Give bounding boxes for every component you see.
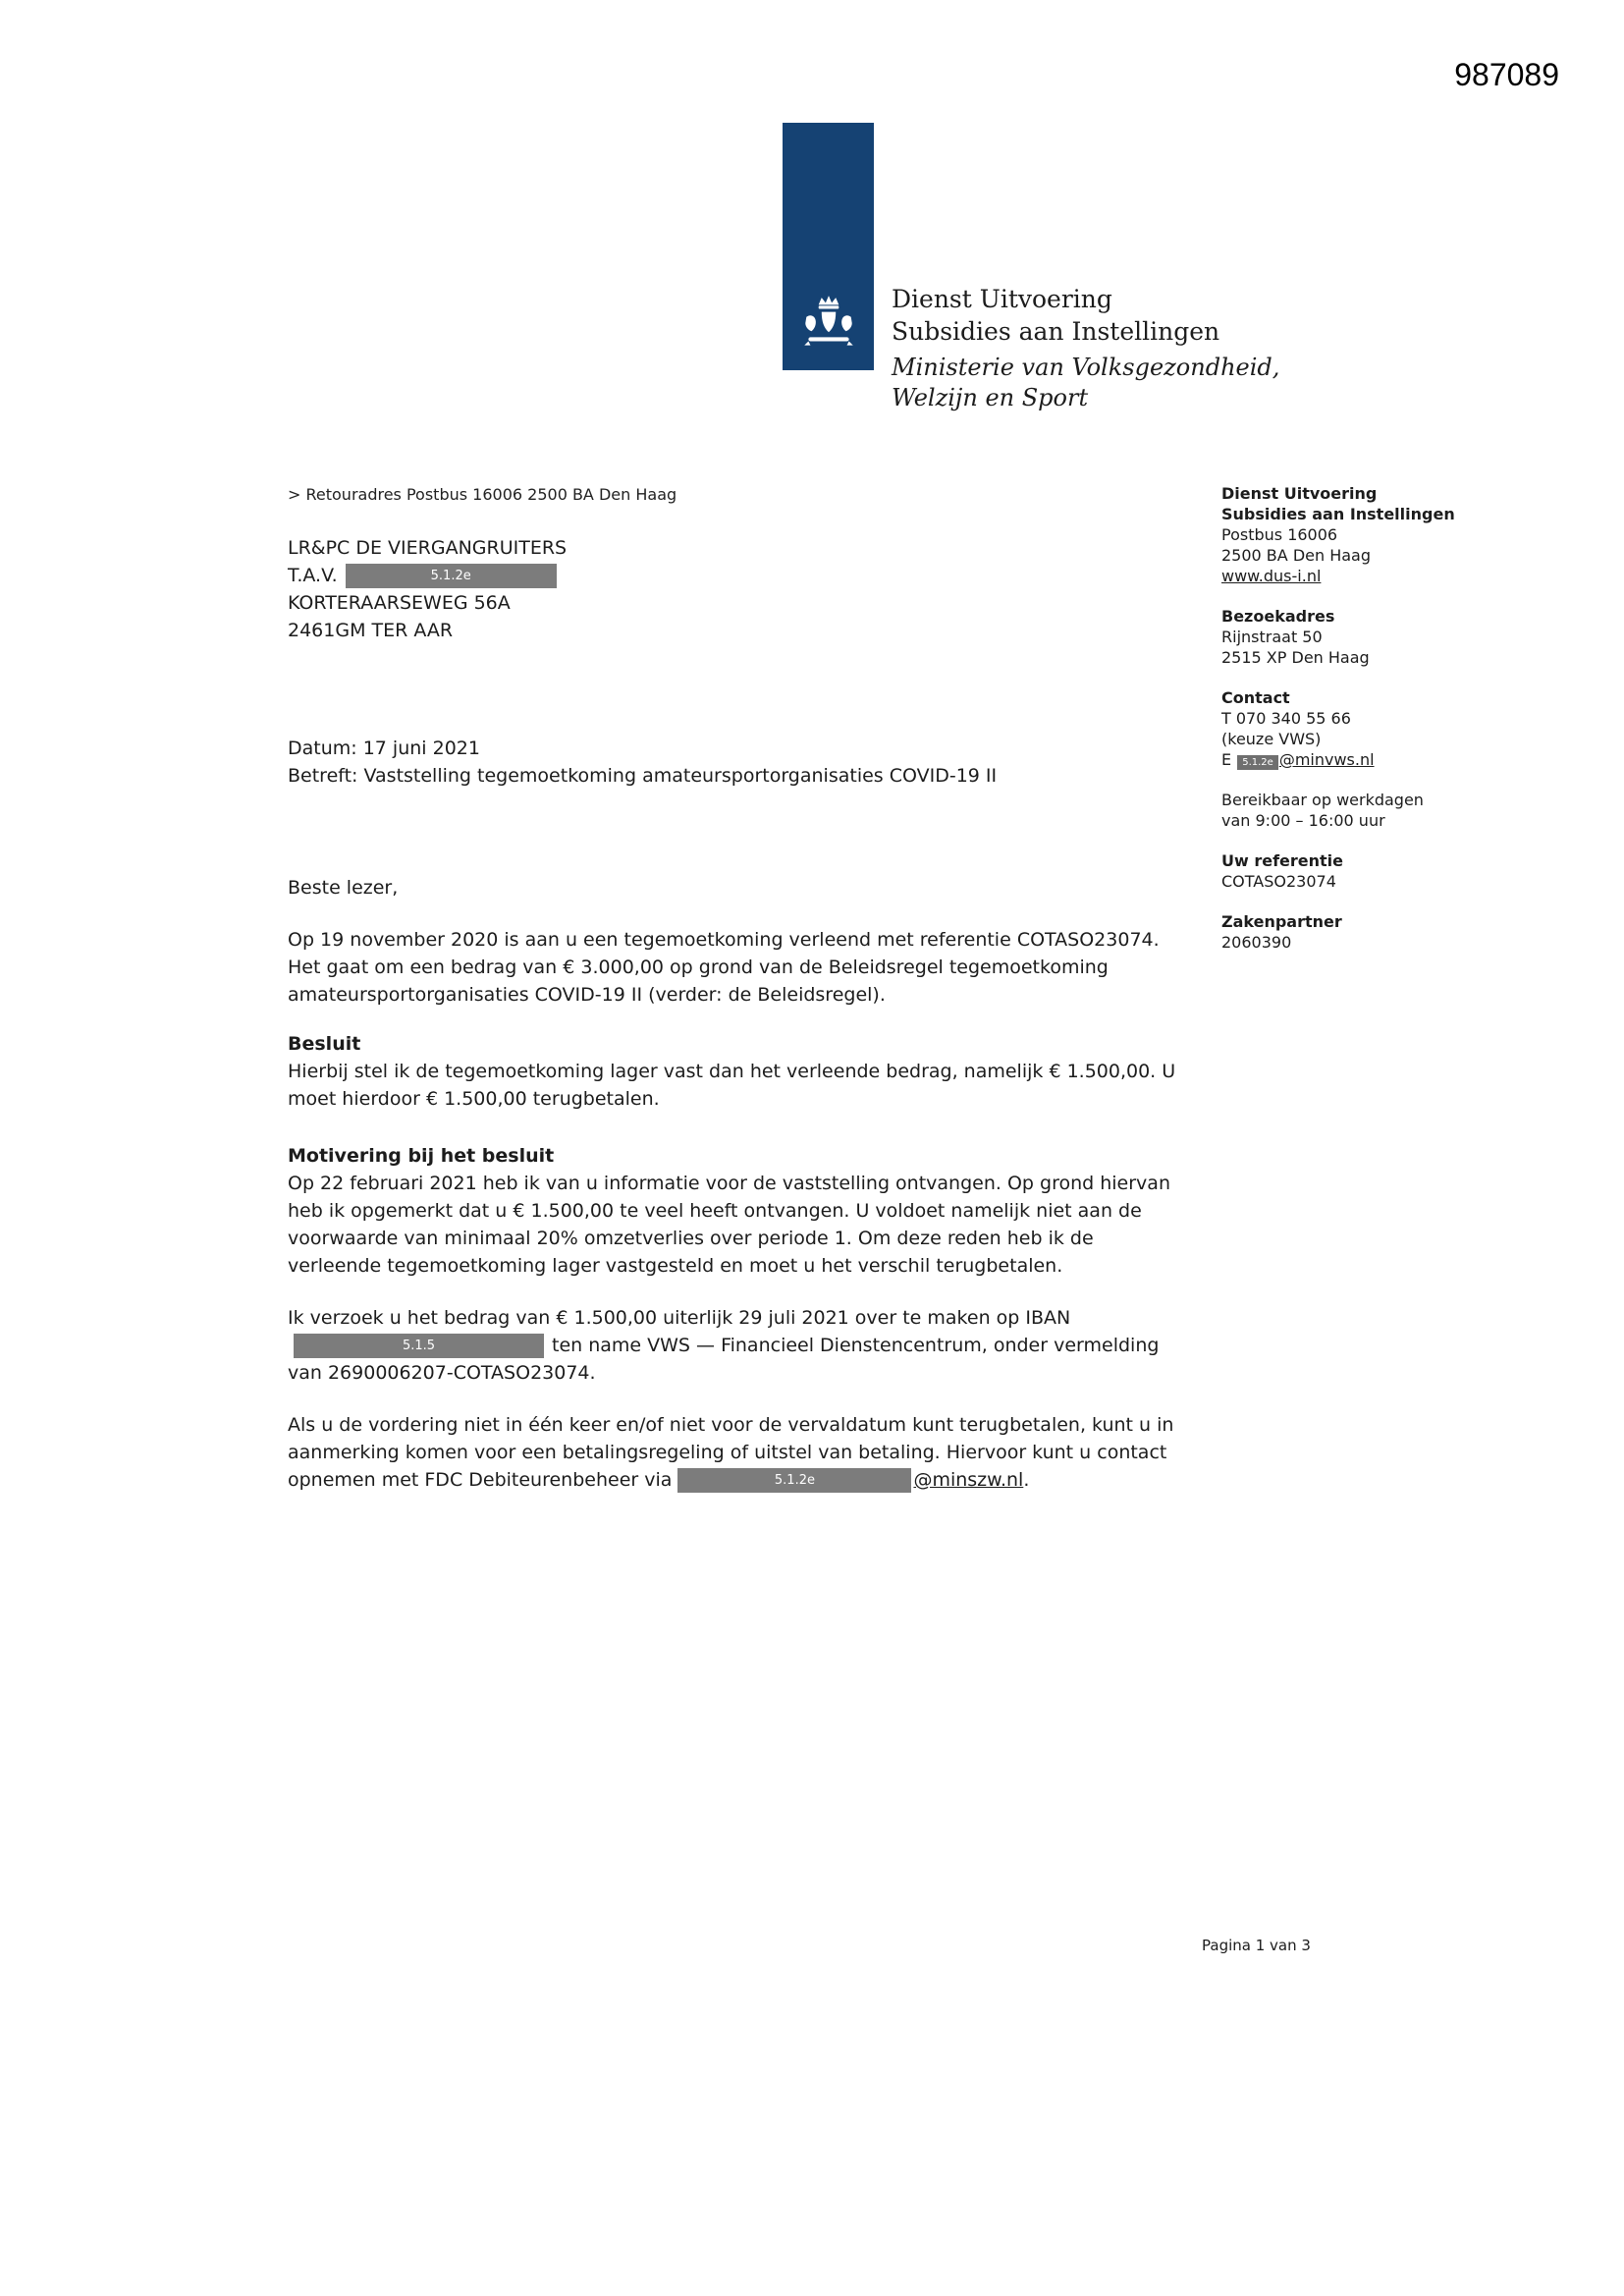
coat-of-arms-icon xyxy=(796,290,861,360)
contact-phone: T 070 340 55 66 xyxy=(1221,709,1351,728)
logo-text xyxy=(892,283,1279,413)
recipient-address xyxy=(288,534,1176,644)
logo-org-line2: Subsidies aan Instellingen xyxy=(892,317,1220,346)
sidebar-postbus: Postbus 16006 xyxy=(1221,525,1338,544)
fdc-email-link[interactable]: @minszw.nl xyxy=(913,1469,1024,1491)
datum-line: Datum: 17 juni 2021 xyxy=(288,738,480,759)
sidebar xyxy=(1221,483,1526,972)
sidebar-contact-group xyxy=(1221,687,1526,770)
paragraph-grant: Op 19 november 2020 is aan u een tegemoetkoming verleend met referentie COTASO23074. Het gaat om een bedrag van € 3.000,00 op grond van de Beleidsregel tegemoetkoming amateursportorganisaties COVID-19 II (verder: de Beleidsregel). xyxy=(288,929,1160,1006)
logo-ministry-line1: Ministerie van Volksgezondheid, xyxy=(892,354,1280,381)
logo-bar xyxy=(783,123,874,370)
contact-heading: Contact xyxy=(1221,688,1290,707)
payment-text-before-iban: Ik verzoek u het bedrag van € 1.500,00 uiterlijk 29 juli 2021 over te maken op IBAN xyxy=(288,1307,1071,1329)
besluit-heading: Besluit xyxy=(288,1033,361,1055)
sidebar-postcode: 2500 BA Den Haag xyxy=(1221,546,1371,565)
retouradres-line: > Retouradres Postbus 16006 2500 BA Den Haag xyxy=(288,485,677,504)
salutation: Beste lezer, xyxy=(288,877,399,899)
logo-org-line1: Dienst Uitvoering xyxy=(892,285,1112,313)
redaction-box-email: 5.1.2e xyxy=(677,1468,911,1493)
tav-label: T.A.V. xyxy=(288,565,338,586)
recipient-city: 2461GM TER AAR xyxy=(288,620,454,641)
sidebar-zakenpartner-group xyxy=(1221,911,1526,953)
recipient-name: LR&PC DE VIERGANGRUITERS xyxy=(288,537,568,559)
motivering-text: Op 22 februari 2021 heb ik van u informatie voor de vaststelling ontvangen. Op grond hiervan heb ik opgemerkt dat u € 1.500,00 te veel heeft ontvangen. U voldoet namelijk niet aan de voorwaarde van minimaal 20% omzetverlies over periode 1. Om deze reden heb ik de verleende tegemoetkoming lager vastgesteld en moet u het verschil terugbetalen. xyxy=(288,1173,1170,1277)
redaction-box-iban: 5.1.5 xyxy=(294,1334,544,1358)
datum-betreft-block xyxy=(288,735,1176,790)
bezoekadres-city: 2515 XP Den Haag xyxy=(1221,648,1370,667)
letter-body xyxy=(288,481,1176,1494)
zakenpartner-heading: Zakenpartner xyxy=(1221,912,1342,931)
logo-ministry xyxy=(892,353,1279,413)
closing-period: . xyxy=(1023,1469,1030,1491)
sidebar-availability-group xyxy=(1221,790,1526,831)
email-prefix: E xyxy=(1221,750,1232,769)
availability-line2: van 9:00 – 16:00 uur xyxy=(1221,811,1385,830)
logo-ministry-line2: Welzijn en Sport xyxy=(892,384,1089,411)
recipient-tav-line xyxy=(288,562,1176,589)
doc-number: 987089 xyxy=(1454,57,1559,92)
recipient-street: KORTERAARSEWEG 56A xyxy=(288,592,511,614)
bezoekadres-heading: Bezoekadres xyxy=(1221,607,1335,626)
bezoekadres-street: Rijnstraat 50 xyxy=(1221,628,1323,646)
contact-email-line xyxy=(1221,749,1526,770)
besluit-text: Hierbij stel ik de tegemoetkoming lager vast dan het verleende bedrag, namelijk € 1.500,00. U moet hierdoor € 1.500,00 terugbetalen. xyxy=(288,1061,1176,1110)
sidebar-website-line xyxy=(1221,566,1526,586)
availability-line1: Bereikbaar op werkdagen xyxy=(1221,791,1424,809)
sidebar-org-group xyxy=(1221,483,1526,586)
redaction-box-tav: 5.1.2e xyxy=(346,564,557,588)
sidebar-referentie-group xyxy=(1221,850,1526,892)
sidebar-org-line2: Subsidies aan Instellingen xyxy=(1221,505,1455,523)
contact-email-link[interactable]: @minvws.nl xyxy=(1278,750,1375,769)
payment-text-after-iban: ten name VWS — Financieel Dienstencentrum, onder vermelding van 2690006207-COTASO23074. xyxy=(288,1335,1160,1384)
referentie-heading: Uw referentie xyxy=(1221,851,1344,870)
closing-paragraph xyxy=(288,1411,1176,1494)
website-link[interactable]: www.dus-i.nl xyxy=(1221,567,1322,585)
zakenpartner-value: 2060390 xyxy=(1221,933,1292,952)
contact-phone-note: (keuze VWS) xyxy=(1221,730,1322,748)
betreft-line: Betreft: Vaststelling tegemoetkoming amateursportorganisaties COVID-19 II xyxy=(288,765,998,787)
payment-paragraph xyxy=(288,1304,1176,1387)
closing-text: Als u de vordering niet in één keer en/of niet voor de vervaldatum kunt terugbetalen, kunt u in aanmerking komen voor een betalingsregeling of uitstel van betaling. Hiervoor kunt u contact opnemen met FDC Debiteurenbeheer via xyxy=(288,1414,1174,1491)
referentie-value: COTASO23074 xyxy=(1221,872,1336,891)
motivering-heading: Motivering bij het besluit xyxy=(288,1145,555,1167)
page-number: Pagina 1 van 3 xyxy=(1202,1937,1311,1954)
sidebar-bezoekadres-group xyxy=(1221,606,1526,668)
redaction-box-sidebar-email: 5.1.2e xyxy=(1237,755,1278,770)
sidebar-org-line1: Dienst Uitvoering xyxy=(1221,484,1378,503)
